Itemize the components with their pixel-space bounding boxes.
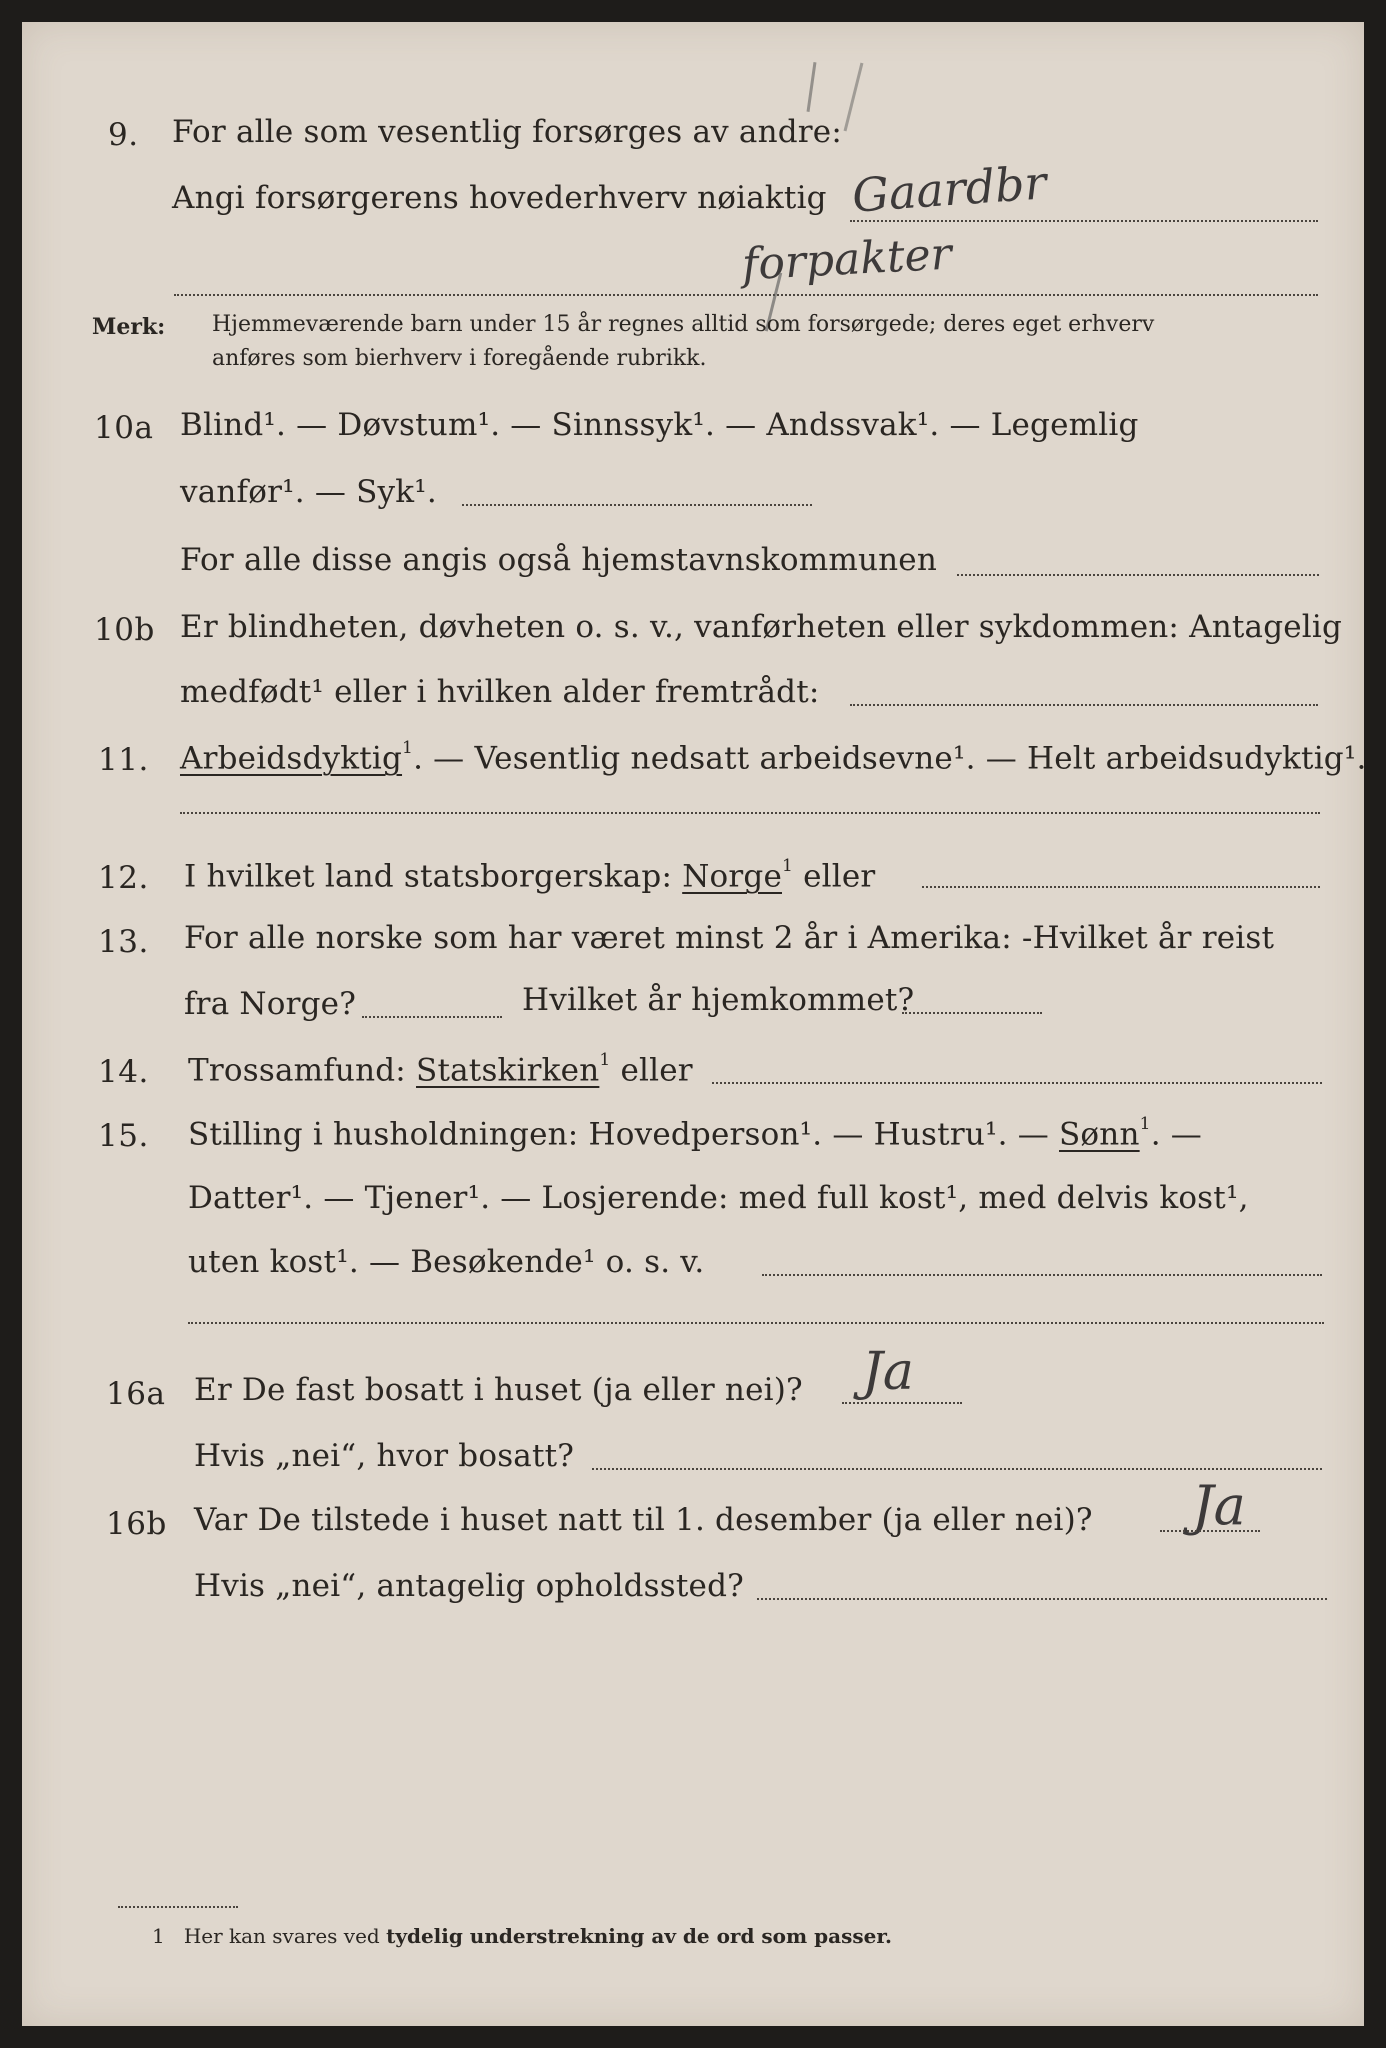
q16b-where-line	[757, 1598, 1327, 1600]
q12-text: I hvilket land statsborgerskap:	[184, 858, 673, 895]
q12-line: I hvilket land statsborgerskap: Norge$^1$ eller	[184, 856, 876, 895]
q10a-line3: For alle disse angis også hjemstavnskommunen	[180, 542, 937, 578]
q13-number: 13.	[98, 924, 149, 960]
q13-line2b: Hvilket år hjemkommet?	[522, 982, 915, 1018]
q16a-line2: Hvis „nei“, hvor bosatt?	[194, 1438, 575, 1474]
q14-line: Trossamfund: Statskirken$^1$ eller	[188, 1050, 693, 1089]
q14-text: Trossamfund:	[188, 1052, 406, 1089]
q16a-answer-line	[842, 1402, 962, 1404]
merk-label: Merk:	[92, 314, 166, 340]
q9-handwritten-answer2: forpakter	[740, 228, 953, 291]
q13-hjemkommet-answer-line	[902, 1012, 1042, 1014]
q13-line1: For alle norske som har været minst 2 år i Amerika: -Hvilket år reist	[184, 920, 1275, 956]
q10a-number: 10a	[94, 410, 154, 446]
q10b-line1: Er blindheten, døvheten o. s. v., vanførheten eller sykdommen: Antagelig	[180, 609, 1343, 645]
q16a-where-line	[592, 1468, 1322, 1470]
q16b-number: 16b	[106, 1506, 167, 1542]
footnote-text-a: Her kan svares ved	[183, 1924, 380, 1948]
merk-line1: Hjemmeværende barn under 15 år regnes alltid som forsørgede; deres eget erhverv	[212, 312, 1155, 337]
q16a-line1: Er De fast bosatt i huset (ja eller nei)?	[194, 1372, 803, 1408]
q15-line1b: . —	[1150, 1116, 1202, 1153]
q10b-line2: medfødt¹ eller i hvilken alder fremtrådt:	[180, 674, 820, 710]
q10b-number: 10b	[94, 612, 155, 648]
census-form-page	[22, 22, 1367, 2026]
q9-answer-line1	[850, 220, 1318, 222]
q14-option-statskirken-underlined: Statskirken	[416, 1052, 600, 1089]
q10b-answer-line	[850, 704, 1318, 706]
q11-option-arbeidsdyktig-underlined: Arbeidsdyktig	[180, 740, 403, 777]
q11-line: Arbeidsdyktig$^1$. — Vesentlig nedsatt arbeidsevne¹. — Helt arbeidsudyktig¹.	[180, 738, 1367, 777]
q15-answer-line1	[762, 1274, 1322, 1276]
q9-handwritten-answer1: Gaardbr	[850, 155, 1049, 223]
q16b-handwritten-answer: Ja	[1192, 1474, 1246, 1537]
q12-after: eller	[803, 858, 876, 895]
q16b-line1: Var De tilstede i huset natt til 1. desember (ja eller nei)?	[194, 1502, 1093, 1538]
q11-answer-line	[180, 812, 1320, 814]
q14-answer-line	[712, 1082, 1322, 1084]
q13-line2a: fra Norge?	[184, 986, 357, 1022]
merk-line2: anføres som bierhverv i foregående rubrikk.	[212, 346, 707, 371]
q9-answer-line2	[174, 294, 1318, 296]
q12-number: 12.	[98, 860, 149, 896]
pen-stroke-mark	[807, 62, 817, 112]
q13-reist-answer-line	[362, 1016, 502, 1018]
q10a-line2: vanfør¹. — Syk¹.	[180, 474, 437, 510]
q15-answer-line2	[188, 1322, 1324, 1324]
q14-number: 14.	[98, 1054, 149, 1090]
q15-number: 15.	[98, 1118, 149, 1154]
q10a-answer-line	[462, 504, 812, 506]
footnote-text-b: tydelig understrekning av de ord som passer.	[386, 1924, 892, 1948]
q16b-answer-line	[1160, 1530, 1260, 1532]
q15-line1: Stilling i husholdningen: Hovedperson¹. — Hustru¹. — Sønn$^1$. —	[188, 1114, 1202, 1153]
q16b-line2: Hvis „nei“, antagelig opholdssted?	[194, 1568, 744, 1604]
q9-number: 9.	[108, 117, 139, 153]
q11-number: 11.	[98, 742, 149, 778]
q10a-line1: Blind¹. — Døvstum¹. — Sinnssyk¹. — Andssvak¹. — Legemlig	[180, 407, 1139, 443]
q10a-home-municipality-line	[957, 574, 1319, 576]
q12-answer-line	[922, 886, 1320, 888]
q14-after: eller	[620, 1052, 693, 1089]
q9-line2: Angi forsørgerens hovederhverv nøiaktig	[172, 180, 827, 216]
q15-line2: Datter¹. — Tjener¹. — Losjerende: med full kost¹, med delvis kost¹,	[188, 1180, 1249, 1216]
q15-line3: uten kost¹. — Besøkende¹ o. s. v.	[188, 1244, 705, 1280]
footnote-mark: 1	[152, 1924, 165, 1948]
q12-option-norge-underlined: Norge	[682, 858, 782, 895]
q11-rest: . — Vesentlig nedsatt arbeidsevne¹. — Helt arbeidsudyktig¹.	[413, 740, 1367, 777]
q9-line1: For alle som vesentlig forsørges av andre:	[172, 114, 842, 150]
q16a-handwritten-answer: Ja	[862, 1342, 914, 1402]
q15-option-sonn-underlined: Sønn	[1059, 1116, 1140, 1153]
footnote-rule	[118, 1906, 238, 1908]
pen-stroke-mark	[844, 63, 864, 132]
q16a-number: 16a	[106, 1376, 166, 1412]
footnote	[152, 1924, 892, 1948]
q15-line1a: Stilling i husholdningen: Hovedperson¹. — Hustru¹. —	[188, 1116, 1049, 1153]
